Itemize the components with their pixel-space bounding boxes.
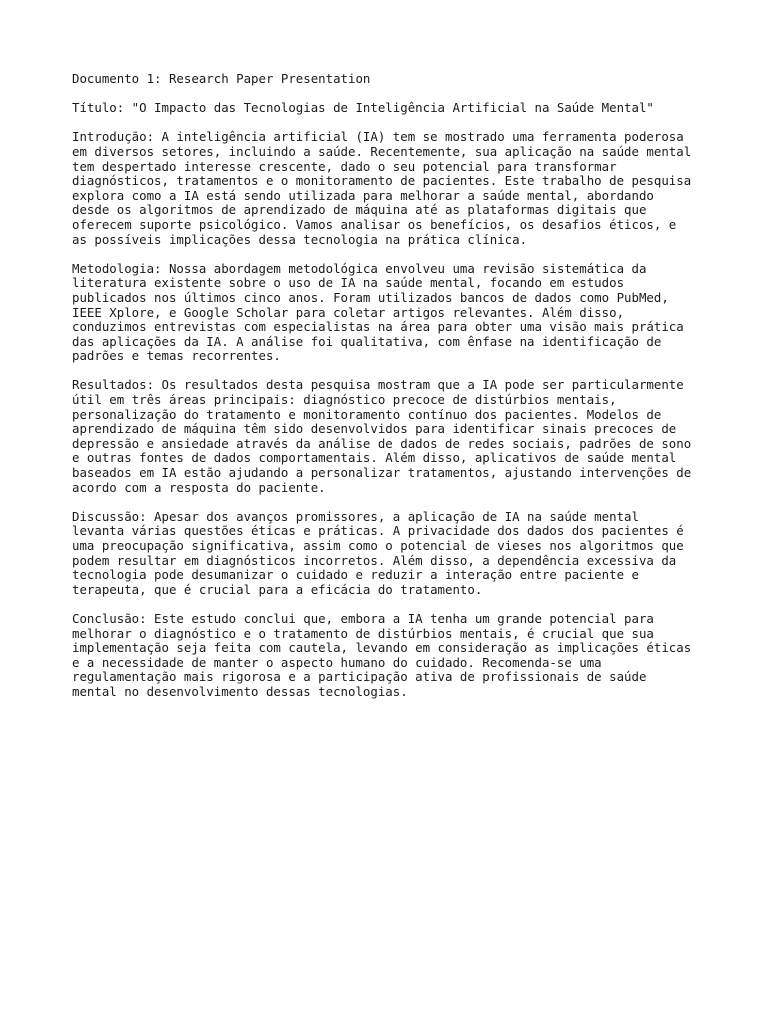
document-title: Título: "O Impacto das Tecnologias de Inteligência Artificial na Saúde Mental" (72, 100, 654, 116)
document-page (72, 72, 712, 714)
conclusion-paragraph: Conclusão: Este estudo conclui que, embora a IA tenha um grande potencial para melhorar o diagnóstico e o tratamento de distúrbios mentais, é crucial que sua implementação seja feita com cautela, levando em consideração as implicações éticas e a necessidade de manter o aspecto humano do cuidado. Recomenda-se uma regulamentação mais rigorosa e a participação ativa de profissionais de saúde mental no desenvolvimento dessas tecnologias. (72, 610, 692, 699)
introduction-paragraph: Introdução: A inteligência artificial (IA) tem se mostrado uma ferramenta poderosa em diversos setores, incluindo a saúde. Recentemente, sua aplicação na saúde mental tem despertado interesse crescente, dado o seu potencial para transformar diagnósticos, tratamentos e o monitoramento de pacientes. Este trabalho de pesquisa explora como a IA está sendo utilizada para melhorar a saúde mental, abordando desde os algoritmos de aprendizado de máquina até as plataformas digitais que oferecem suporte psicológico. Vamos analisar os benefícios, os desafios éticos, e as possíveis implicações dessa tecnologia na prática clínica. (72, 129, 692, 247)
discussion-paragraph: Discussão: Apesar dos avanços promissores, a aplicação de IA na saúde mental levanta várias questões éticas e práticas. A privacidade dos dados dos pacientes é uma preocupação significativa, assim como o potencial de vieses nos algoritmos que podem resultar em diagnósticos incorretos. Além disso, a dependência excessiva da tecnologia pode desumanizar o cuidado e reduzir a interação entre paciente e terapeuta, que é crucial para a eficácia do tratamento. (72, 508, 684, 597)
methodology-paragraph: Metodologia: Nossa abordagem metodológica envolveu uma revisão sistemática da literatura existente sobre o uso de IA na saúde mental, focando em estudos publicados nos últimos cinco anos. Foram utilizados bancos de dados como PubMed, IEEE Xplore, e Google Scholar para coletar artigos relevantes. Além disso, conduzimos entrevistas com especialistas na área para obter uma visão mais prática das aplicações da IA. A análise foi qualitativa, com ênfase na identificação de padrões e temas recorrentes. (72, 260, 684, 364)
document-heading: Documento 1: Research Paper Presentation (72, 71, 371, 86)
results-paragraph: Resultados: Os resultados desta pesquisa mostram que a IA pode ser particularmente útil em três áreas principais: diagnóstico precoce de distúrbios mentais, personalização do tratamento e monitoramento contínuo dos pacientes. Modelos de aprendizado de máquina têm sido desenvolvidos para identificar sinais precoces de depressão e ansiedade através da análise de dados de redes sociais, padrões de sono e outras fontes de dados comportamentais. Além disso, aplicativos de saúde mental baseados em IA estão ajudando a personalizar tratamentos, ajustando intervenções de acordo com a resposta do paciente. (72, 377, 692, 495)
